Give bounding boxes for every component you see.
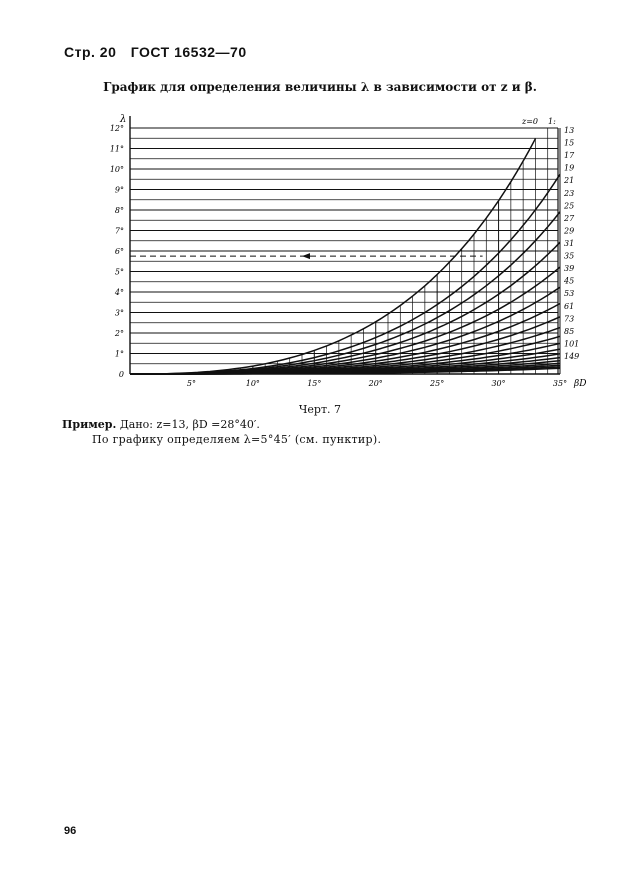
- x-tick-label: 10°: [245, 379, 260, 388]
- standard-ref: ГОСТ 16532—70: [130, 44, 247, 60]
- chart-title: График для определения величины λ в зависимости от z и β.: [103, 80, 537, 94]
- y-tick-label: 12°: [109, 124, 124, 133]
- chart-curves: [130, 139, 560, 374]
- y-tick-label: 8°: [114, 206, 124, 215]
- y-tick-label: 7°: [114, 226, 124, 236]
- example-label: Пример.: [62, 418, 117, 431]
- example-given: [62, 418, 260, 431]
- z-value-label: 31: [564, 239, 575, 248]
- example-result: По графику определяем λ=5°45′ (см. пунктир).: [92, 433, 382, 446]
- z-value-label: 15: [564, 138, 575, 148]
- z-value-label: 19: [564, 163, 575, 173]
- z-value-label: 39: [564, 264, 575, 274]
- z-value-label: 13: [564, 126, 575, 135]
- z-value-label: 21: [564, 176, 575, 186]
- z-value-label: 35: [564, 251, 575, 261]
- x-tick-label: 35°: [552, 379, 568, 388]
- y-tick-label: 11°: [109, 144, 124, 154]
- z-value-label: 85: [564, 326, 575, 336]
- x-tick-label: 30°: [491, 379, 506, 388]
- y-tick-label: 0: [118, 370, 124, 379]
- page-number: 96: [64, 825, 77, 837]
- z-value-label: 149: [564, 352, 580, 361]
- x-axis-label: βD: [574, 379, 587, 389]
- chart-axes: [130, 116, 560, 374]
- z-value-label: 25: [564, 201, 575, 211]
- z-top-label: 1:: [548, 117, 556, 126]
- z-value-label: 61: [564, 301, 575, 311]
- x-tick-label: 15°: [307, 379, 322, 388]
- y-tick-label: 9°: [114, 185, 124, 195]
- y-tick-label: 4°: [114, 288, 124, 297]
- example-given-text: Дано: z=13, βD =28°40′.: [119, 418, 260, 431]
- z-value-label: 45: [564, 276, 575, 286]
- figure-caption: Черт. 7: [298, 403, 342, 416]
- y-tick-label: 2°: [114, 329, 124, 338]
- y-tick-label: 5°: [114, 267, 124, 277]
- z-value-label: 29: [564, 226, 575, 236]
- z-value-label: 27: [564, 213, 575, 223]
- x-tick-label: 20°: [368, 379, 383, 388]
- y-tick-label: 6°: [114, 247, 124, 256]
- nomogram-chart: [0, 0, 640, 400]
- z-top-label: z=0: [522, 117, 539, 126]
- chart-grid: [130, 128, 560, 374]
- z-value-label: 73: [564, 314, 575, 324]
- z-value-label: 17: [564, 151, 575, 161]
- y-axis-label: λ: [120, 114, 127, 125]
- y-tick-label: 1°: [114, 349, 124, 359]
- z-value-label: 23: [564, 188, 575, 198]
- y-tick-label: 3°: [114, 308, 124, 318]
- page-ref: Стр. 20: [64, 44, 117, 60]
- x-tick-label: 25°: [430, 379, 445, 388]
- example-arrow: [302, 253, 310, 259]
- x-tick-label: 5°: [186, 379, 196, 388]
- z-value-label: 101: [564, 339, 580, 349]
- y-tick-label: 10°: [109, 165, 124, 174]
- z-value-label: 53: [564, 289, 575, 299]
